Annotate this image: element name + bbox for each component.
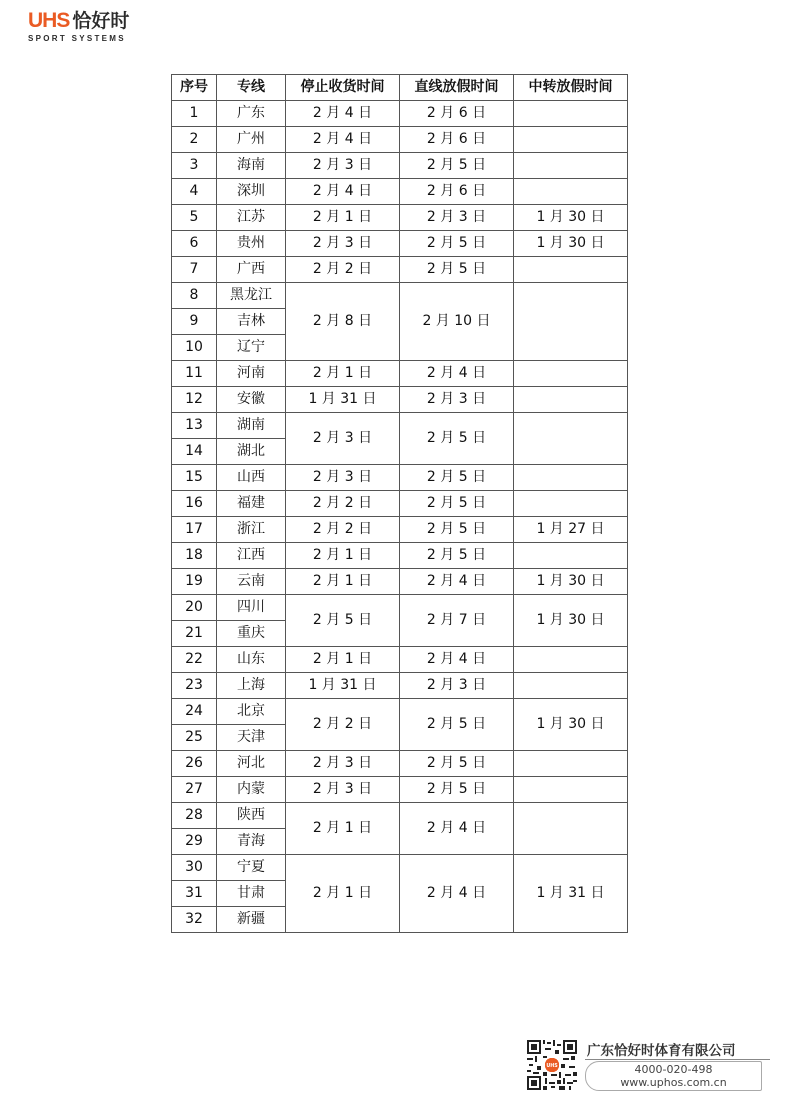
route-cell: 河北 [217,751,286,777]
direct-holiday-cell: 2 月 5 日 [400,465,514,491]
stop-receiving-cell: 2 月 3 日 [286,153,400,179]
table-row [172,231,628,257]
serial-number-cell: 18 [172,543,217,569]
route-cell: 山东 [217,647,286,673]
qr-badge-text: UHS [546,1064,558,1070]
table-row [172,491,628,517]
transfer-holiday-cell [514,361,628,387]
header-serial-number: 序号 [172,75,217,101]
stop-receiving-cell: 2 月 3 日 [286,231,400,257]
serial-number-cell: 11 [172,361,217,387]
route-cell: 广东 [217,101,286,127]
logo-brand: UHS [28,9,70,32]
route-cell: 黑龙江 [217,283,286,309]
transfer-holiday-cell: 1 月 30 日 [514,699,628,751]
stop-receiving-cell: 2 月 3 日 [286,413,400,465]
table-row [172,465,628,491]
route-cell: 吉林 [217,309,286,335]
company-logo [28,10,228,44]
stop-receiving-cell: 2 月 2 日 [286,491,400,517]
route-cell: 山西 [217,465,286,491]
route-cell: 深圳 [217,179,286,205]
route-cell: 贵州 [217,231,286,257]
footer-divider [585,1059,770,1060]
table-body [172,101,628,933]
route-cell: 湖南 [217,413,286,439]
table-row [172,751,628,777]
transfer-holiday-cell [514,101,628,127]
stop-receiving-cell: 2 月 2 日 [286,257,400,283]
transfer-holiday-cell [514,803,628,855]
route-cell: 四川 [217,595,286,621]
header-route: 专线 [217,75,286,101]
serial-number-cell: 9 [172,309,217,335]
serial-number-cell: 7 [172,257,217,283]
table-row [172,387,628,413]
stop-receiving-cell: 2 月 3 日 [286,777,400,803]
route-cell: 江苏 [217,205,286,231]
serial-number-cell: 23 [172,673,217,699]
qr-code [527,1040,577,1090]
direct-holiday-cell: 2 月 5 日 [400,699,514,751]
direct-holiday-cell: 2 月 5 日 [400,751,514,777]
direct-holiday-cell: 2 月 4 日 [400,647,514,673]
transfer-holiday-cell [514,127,628,153]
serial-number-cell: 25 [172,725,217,751]
transfer-holiday-cell [514,153,628,179]
serial-number-cell: 26 [172,751,217,777]
serial-number-cell: 13 [172,413,217,439]
transfer-holiday-cell: 1 月 30 日 [514,231,628,257]
stop-receiving-cell: 2 月 5 日 [286,595,400,647]
serial-number-cell: 1 [172,101,217,127]
logo-brand-cn: 恰好时 [72,10,130,32]
route-cell: 云南 [217,569,286,595]
route-cell: 北京 [217,699,286,725]
route-cell: 内蒙 [217,777,286,803]
serial-number-cell: 22 [172,647,217,673]
table-row [172,153,628,179]
route-cell: 青海 [217,829,286,855]
transfer-holiday-cell [514,413,628,465]
stop-receiving-cell: 2 月 1 日 [286,803,400,855]
transfer-holiday-cell [514,777,628,803]
transfer-holiday-cell [514,283,628,361]
phone-number: 4000-020-498 [634,1063,713,1076]
transfer-holiday-cell: 1 月 30 日 [514,205,628,231]
stop-receiving-cell: 2 月 8 日 [286,283,400,361]
table-row [172,179,628,205]
footer [527,1037,777,1093]
stop-receiving-cell: 2 月 3 日 [286,751,400,777]
transfer-holiday-cell [514,543,628,569]
direct-holiday-cell: 2 月 5 日 [400,777,514,803]
route-cell: 重庆 [217,621,286,647]
serial-number-cell: 20 [172,595,217,621]
table-row [172,361,628,387]
table-row [172,257,628,283]
direct-holiday-cell: 2 月 4 日 [400,569,514,595]
transfer-holiday-cell [514,673,628,699]
transfer-holiday-cell [514,179,628,205]
serial-number-cell: 17 [172,517,217,543]
stop-receiving-cell: 2 月 1 日 [286,361,400,387]
stop-receiving-cell: 2 月 4 日 [286,179,400,205]
table-row [172,569,628,595]
stop-receiving-cell: 1 月 31 日 [286,673,400,699]
table-row [172,777,628,803]
direct-holiday-cell: 2 月 7 日 [400,595,514,647]
table-row [172,127,628,153]
stop-receiving-cell: 1 月 31 日 [286,387,400,413]
serial-number-cell: 6 [172,231,217,257]
table-row [172,413,628,439]
serial-number-cell: 28 [172,803,217,829]
direct-holiday-cell: 2 月 6 日 [400,179,514,205]
header-transfer-holiday-time: 中转放假时间 [514,75,628,101]
table-row [172,855,628,881]
route-cell: 安徽 [217,387,286,413]
transfer-holiday-cell [514,491,628,517]
serial-number-cell: 16 [172,491,217,517]
stop-receiving-cell: 2 月 2 日 [286,517,400,543]
serial-number-cell: 5 [172,205,217,231]
transfer-holiday-cell: 1 月 27 日 [514,517,628,543]
stop-receiving-cell: 2 月 2 日 [286,699,400,751]
direct-holiday-cell: 2 月 5 日 [400,231,514,257]
route-cell: 宁夏 [217,855,286,881]
transfer-holiday-cell: 1 月 30 日 [514,595,628,647]
stop-receiving-cell: 2 月 4 日 [286,101,400,127]
serial-number-cell: 30 [172,855,217,881]
direct-holiday-cell: 2 月 5 日 [400,153,514,179]
route-cell: 河南 [217,361,286,387]
route-cell: 广州 [217,127,286,153]
serial-number-cell: 3 [172,153,217,179]
route-cell: 辽宁 [217,335,286,361]
table-row [172,283,628,309]
stop-receiving-cell: 2 月 4 日 [286,127,400,153]
direct-holiday-cell: 2 月 3 日 [400,387,514,413]
direct-holiday-cell: 2 月 4 日 [400,361,514,387]
direct-holiday-cell: 2 月 5 日 [400,413,514,465]
serial-number-cell: 4 [172,179,217,205]
logo-tagline: SPORT SYSTEMS [28,34,126,43]
serial-number-cell: 27 [172,777,217,803]
route-cell: 广西 [217,257,286,283]
direct-holiday-cell: 2 月 6 日 [400,127,514,153]
serial-number-cell: 8 [172,283,217,309]
route-cell: 上海 [217,673,286,699]
transfer-holiday-cell [514,465,628,491]
serial-number-cell: 10 [172,335,217,361]
contact-box [585,1061,762,1091]
direct-holiday-cell: 2 月 5 日 [400,257,514,283]
stop-receiving-cell: 2 月 1 日 [286,855,400,933]
direct-holiday-cell: 2 月 5 日 [400,491,514,517]
route-cell: 福建 [217,491,286,517]
serial-number-cell: 24 [172,699,217,725]
header-stop-receiving-time: 停止收货时间 [286,75,400,101]
company-name: 广东恰好时体育有限公司 [587,1043,736,1059]
direct-holiday-cell: 2 月 5 日 [400,543,514,569]
table-row [172,699,628,725]
serial-number-cell: 32 [172,907,217,933]
route-cell: 浙江 [217,517,286,543]
table-row [172,803,628,829]
logo-wordmark [28,10,228,32]
table-row [172,101,628,127]
stop-receiving-cell: 2 月 1 日 [286,205,400,231]
transfer-holiday-cell: 1 月 30 日 [514,569,628,595]
table-row [172,595,628,621]
serial-number-cell: 12 [172,387,217,413]
transfer-holiday-cell [514,257,628,283]
serial-number-cell: 31 [172,881,217,907]
stop-receiving-cell: 2 月 3 日 [286,465,400,491]
transfer-holiday-cell [514,387,628,413]
direct-holiday-cell: 2 月 10 日 [400,283,514,361]
serial-number-cell: 29 [172,829,217,855]
direct-holiday-cell: 2 月 3 日 [400,673,514,699]
route-cell: 江西 [217,543,286,569]
route-cell: 湖北 [217,439,286,465]
direct-holiday-cell: 2 月 4 日 [400,855,514,933]
stop-receiving-cell: 2 月 1 日 [286,543,400,569]
holiday-schedule-table [171,74,628,933]
direct-holiday-cell: 2 月 3 日 [400,205,514,231]
route-cell: 新疆 [217,907,286,933]
table-row [172,673,628,699]
serial-number-cell: 15 [172,465,217,491]
route-cell: 天津 [217,725,286,751]
direct-holiday-cell: 2 月 4 日 [400,803,514,855]
website-link[interactable]: www.uphos.com.cn [620,1076,727,1089]
stop-receiving-cell: 2 月 1 日 [286,647,400,673]
direct-holiday-cell: 2 月 5 日 [400,517,514,543]
stop-receiving-cell: 2 月 1 日 [286,569,400,595]
serial-number-cell: 14 [172,439,217,465]
transfer-holiday-cell: 1 月 31 日 [514,855,628,933]
serial-number-cell: 2 [172,127,217,153]
transfer-holiday-cell [514,751,628,777]
table-row [172,205,628,231]
serial-number-cell: 19 [172,569,217,595]
table-header-row [172,75,628,101]
direct-holiday-cell: 2 月 6 日 [400,101,514,127]
route-cell: 甘肃 [217,881,286,907]
transfer-holiday-cell [514,647,628,673]
table-row [172,647,628,673]
route-cell: 陕西 [217,803,286,829]
serial-number-cell: 21 [172,621,217,647]
header-direct-holiday-time: 直线放假时间 [400,75,514,101]
table-row [172,543,628,569]
route-cell: 海南 [217,153,286,179]
table-row [172,517,628,543]
